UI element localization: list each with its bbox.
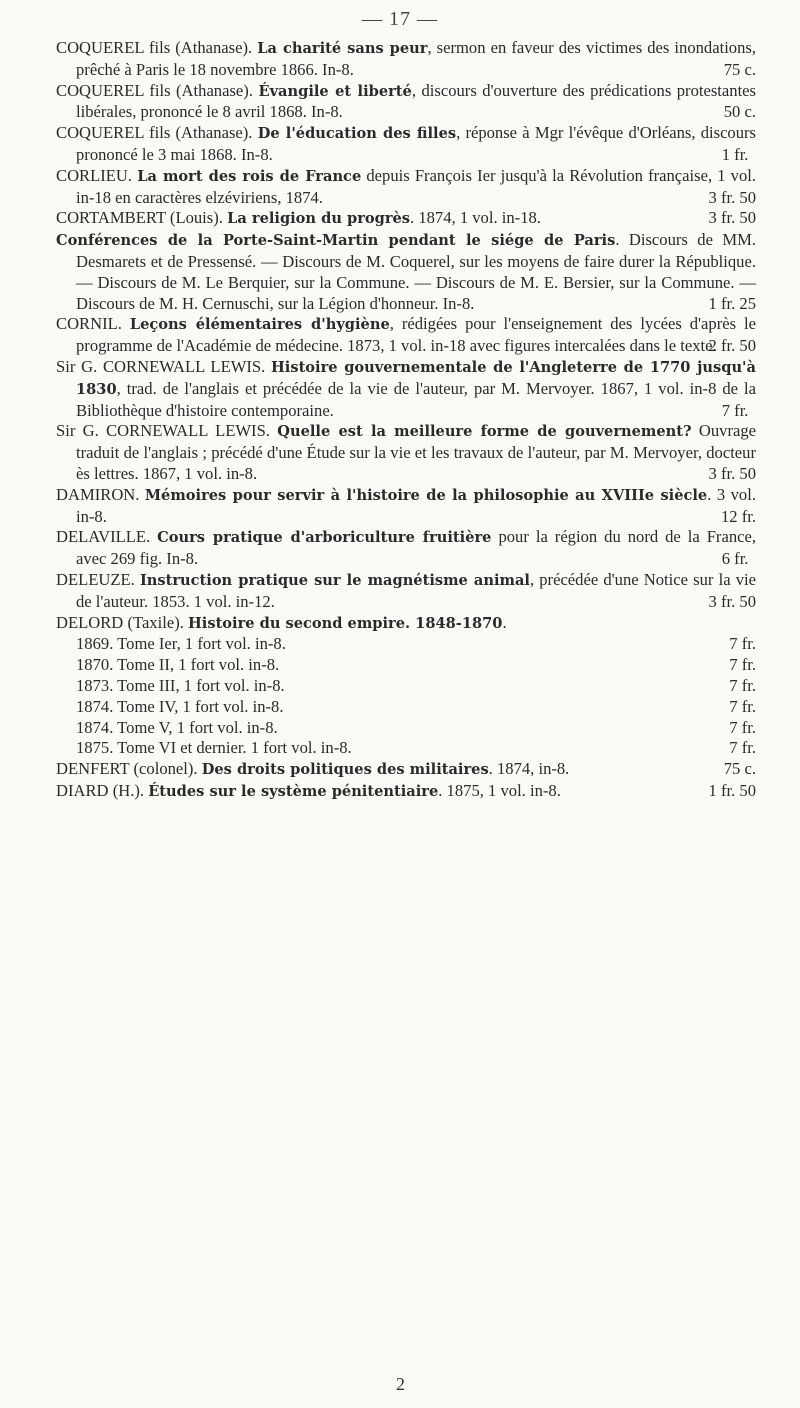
entry-description: Ouvrage traduit de l'anglais ; précédé d'une Étude sur la vie et les travaux de l'auteur, par M. Mervoyer, docteur ès lettres. 1867, 1 vol. in-8. <box>76 421 756 483</box>
entry-author: CORLIEU. <box>56 165 138 185</box>
entry-author: DELAVILLE. <box>56 527 158 547</box>
catalog-entry <box>56 759 756 781</box>
catalog-entry <box>56 230 756 314</box>
entry-author: DAMIRON. <box>56 484 145 504</box>
volume-label: 1874. Tome IV, 1 fort vol. in-8. <box>76 696 284 716</box>
entry-description: , discours d'ouverture des prédications protestantes libérales, prononcé le 8 avril 1868. In-8. <box>76 80 757 122</box>
entry-price: 3 fr. 50 <box>708 187 756 207</box>
entry-price: 1 fr. 25 <box>708 293 756 313</box>
volume-row <box>76 738 756 759</box>
entry-price: 3 fr. 50 <box>708 463 756 483</box>
volume-row <box>76 718 756 739</box>
catalog-entry <box>56 38 756 81</box>
entry-price: 6 fr. <box>721 549 749 569</box>
entry-description: , sermon en faveur des victimes des inondations, prêché à Paris le 18 novembre 1866. In-8. <box>76 38 757 79</box>
volume-price: 7 fr. <box>729 717 756 737</box>
entry-description: . 1874, in-8. <box>488 759 570 779</box>
entry-price: 3 fr. 50 <box>708 208 756 228</box>
volume-price: 7 fr. <box>729 655 756 675</box>
entry-author: COQUEREL fils (Athanase). <box>56 38 258 57</box>
volume-label: 1870. Tome II, 1 fort vol. in-8. <box>76 655 280 675</box>
volume-price: 7 fr. <box>729 696 756 716</box>
volume-row <box>76 697 756 718</box>
entry-price: 1 fr. 50 <box>708 780 756 800</box>
entry-title: Mémoires pour servir à l'histoire de la philosophie au XVIIIe siècle <box>144 486 708 504</box>
entry-description: . <box>502 612 507 632</box>
entry-title: Des droits politiques des militaires <box>201 761 489 779</box>
catalog-entry <box>56 781 756 803</box>
entry-title: La mort des rois de France <box>137 167 362 185</box>
entry-price: 7 fr. <box>721 400 749 420</box>
entry-price: 50 c. <box>723 102 756 122</box>
entry-price: 12 fr. <box>720 506 756 526</box>
catalog-entry <box>56 166 756 209</box>
entry-description: depuis François Ier jusqu'à la Révolution française, 1 vol. in-18 en caractères elzéviriens, 1874. <box>76 165 756 207</box>
entry-title: Évangile et liberté <box>258 82 412 100</box>
entry-title: Leçons élémentaires d'hygiène <box>129 316 390 334</box>
entry-description: . Discours de MM. Desmarets et de Pressensé. — Discours de M. Coquerel, sur les moyens de faire durer la République. — Discours de M. Le Berquier, sur la Commune. — Discours de M. E. Bersier, sur la Commune. — Discours de M. H. Cernuschi, sur la Légion d'honneur. In-8. <box>76 230 756 313</box>
entry-author: DIARD (H.). <box>56 780 149 800</box>
volume-label: 1869. Tome Ier, 1 fort vol. in-8. <box>76 634 286 654</box>
entry-title: Cours pratique d'arboriculture fruitière <box>157 529 492 547</box>
volume-label: 1875. Tome VI et dernier. 1 fort vol. in-8. <box>76 738 352 758</box>
entry-title: Histoire du second empire. 1848-1870 <box>188 614 503 632</box>
tail-entries <box>56 759 756 803</box>
volume-price: 7 fr. <box>729 634 756 654</box>
entry-description: . 1874, 1 vol. in-18. <box>410 208 541 228</box>
entry-price: 2 fr. 50 <box>708 336 756 356</box>
entry-description: . 3 vol. in-8. <box>76 484 756 526</box>
entry-title: La charité sans peur <box>257 40 428 57</box>
entry-author: CORNIL. <box>56 314 130 334</box>
entry-author: Sir G. CORNEWALL LEWIS. <box>56 421 278 441</box>
entry-author: Sir G. CORNEWALL LEWIS. <box>56 356 272 376</box>
entry-title: Études sur le système pénitentiaire <box>148 782 439 800</box>
entry-author: DELEUZE. <box>56 569 140 589</box>
volume-row <box>76 676 756 697</box>
catalog-entry <box>56 123 756 166</box>
catalog-entry <box>56 421 756 484</box>
entry-description: , réponse à Mgr l'évêque d'Orléans, discours prononcé le 3 mai 1868. In-8. <box>76 123 757 164</box>
entry-description: , rédigées pour l'enseignement des lycées d'après le programme de l'Académie de médecine. 1873, 1 vol. in-18 avec figures intercalées dans le texte. <box>76 314 756 356</box>
catalog-entry <box>56 613 756 635</box>
entry-author: DENFERT (colonel). <box>56 759 202 779</box>
entry-description: pour la région du nord de la France, avec 269 fig. In-8. <box>76 527 756 569</box>
catalog-entry <box>56 527 756 570</box>
catalog-listing <box>56 38 756 803</box>
entry-author: DELORD (Taxile). <box>56 612 189 632</box>
entry-author: COQUEREL fils (Athanase). <box>56 123 258 143</box>
entry-price: 3 fr. 50 <box>708 591 756 611</box>
volume-label: 1874. Tome V, 1 fort vol. in-8. <box>76 717 278 737</box>
volume-price: 7 fr. <box>729 675 756 695</box>
catalog-entry <box>56 81 756 124</box>
entry-title: Histoire gouvernementale de l'Angleterre de 1770 jusqu'à 1830 <box>76 358 756 398</box>
entry-price: 1 fr. <box>721 144 749 164</box>
catalog-entry <box>56 208 756 230</box>
entries-list <box>56 38 756 634</box>
signature-mark: 2 <box>396 1374 405 1394</box>
entry-description: , précédée d'une Notice sur la vie de l'auteur. 1853. 1 vol. in-12. <box>76 569 756 611</box>
entry-title: De l'éducation des filles <box>257 125 457 143</box>
volume-label: 1873. Tome III, 1 fort vol. in-8. <box>76 675 285 695</box>
volume-row <box>76 655 756 676</box>
entry-price: 75 c. <box>723 59 756 79</box>
entry-title: Quelle est la meilleure forme de gouvernement? <box>277 423 692 441</box>
volume-price: 7 fr. <box>729 738 756 758</box>
entry-description: , trad. de l'anglais et précédée de la vie de l'auteur, par M. Mervoyer. 1867, 1 vol. in-8 de la Bibliothèque d'histoire contemporaine. <box>76 378 756 420</box>
page-number: — 17 — <box>362 8 438 30</box>
delord-volumes <box>56 634 756 759</box>
catalog-entry <box>56 357 756 421</box>
entry-author: COQUEREL fils (Athanase). <box>56 80 259 100</box>
catalog-entry <box>56 485 756 528</box>
catalog-entry <box>56 314 756 357</box>
entry-description: . 1875, 1 vol. in-8. <box>438 780 561 800</box>
entry-title: Conférences de la Porte-Saint-Martin pendant le siége de Paris <box>56 232 616 250</box>
catalog-entry <box>56 570 756 613</box>
entry-title: Instruction pratique sur le magnétisme animal <box>139 571 530 589</box>
volume-row <box>76 634 756 655</box>
entry-title: La religion du progrès <box>227 210 411 228</box>
entry-author: CORTAMBERT (Louis). <box>56 208 228 228</box>
entry-price: 75 c. <box>723 759 756 779</box>
